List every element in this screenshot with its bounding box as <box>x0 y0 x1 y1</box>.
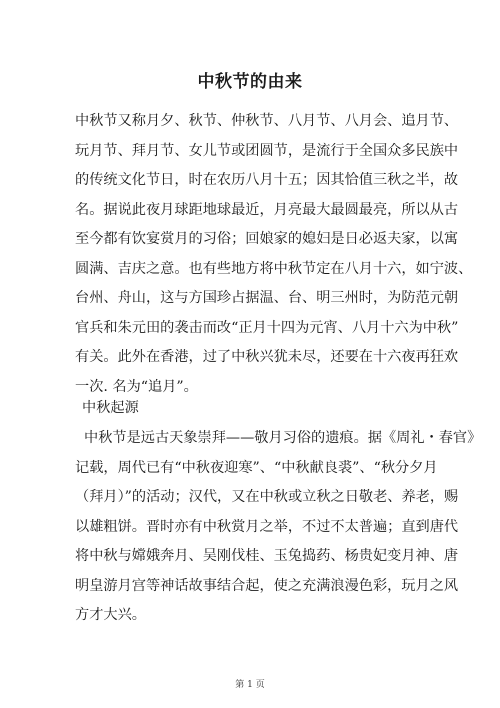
paragraph-line: 玩月节、拜月节、女儿节或团圆节，是流行于全国众多民族中 <box>75 142 459 159</box>
paragraph-origin-names <box>75 107 473 402</box>
section-heading: 中秋起源 <box>82 400 139 416</box>
paragraph-line: 以雄粗饼。晋时亦有中秋赏月之举，不过不太普遍；直到唐代 <box>75 518 459 535</box>
paragraph-line: 台州、舟山，这与方国珍占据温、台、明三州时，为防范元朝 <box>75 290 459 306</box>
paragraph-line: 的传统文化节日，时在农历八月十五；因其恰值三秋之半，故 <box>75 172 459 188</box>
paragraph-line: 有关。此外在香港，过了中秋兴犹未尽，还要在十六夜再狂欢 <box>75 349 459 365</box>
paragraph-line: 中秋节又称月夕、秋节、仲秋节、八月节、八月会、追月节、 <box>75 113 459 129</box>
document-title: 中秋节的由来 <box>197 72 303 92</box>
paragraph-line: 方才大兴。 <box>75 607 146 623</box>
paragraph-line: 将中秋与嫦娥奔月、吴刚伐桂、玉兔捣药、杨贵妃变月神、唐 <box>75 548 459 564</box>
paragraph-line: 圆满、吉庆之意。也有些地方将中秋节定在八月十六，如宁波、 <box>75 260 473 277</box>
page-number: 第 1 页 <box>235 680 265 690</box>
paragraph-origin-history <box>75 424 482 631</box>
paragraph-line: （拜月）”的活动；汉代，又在中秋或立秋之日敬老、养老，赐 <box>75 489 459 505</box>
paragraph-line: 明皇游月宫等神话故事结合起，使之充满浪漫色彩，玩月之风 <box>75 577 459 594</box>
paragraph-line: 至今都有饮宴赏月的习俗；回娘家的媳妇是日必返夫家，以寓 <box>75 231 459 247</box>
paragraph-line: 名。据说此夜月球距地球最近，月亮最大最圆最亮，所以从古 <box>75 201 459 218</box>
paragraph-line: 中秋节是远古天象崇拜——敬月习俗的遗痕。据《周礼・春官》 <box>75 430 482 446</box>
paragraph-line: 一次. 名为“追月”。 <box>75 378 198 395</box>
paragraph-line: 官兵和朱元田的袭击而改“正月十四为元宵、八月十六为中秋” <box>75 319 459 336</box>
paragraph-line: 记载，周代已有“中秋夜迎寒”、“中秋献良裘”、“秋分夕月 <box>75 459 438 476</box>
